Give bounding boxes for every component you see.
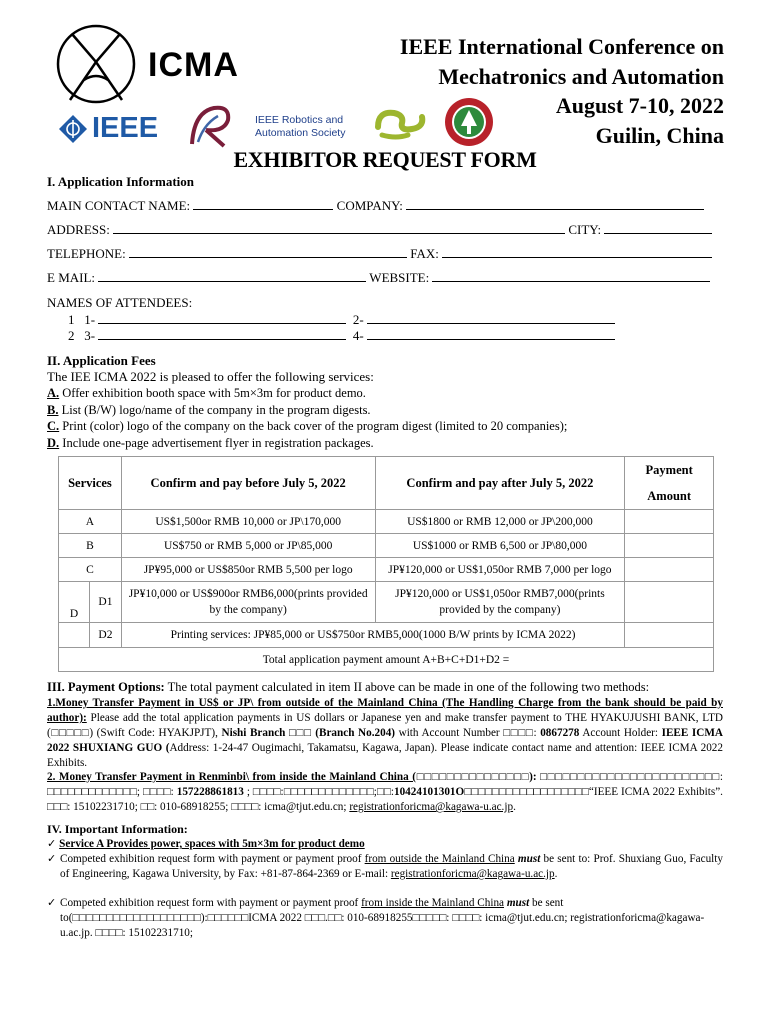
price-after-cell: JP¥120,000 or US$1,050or RMB 7,000 per logo <box>375 558 625 582</box>
service-key: C. <box>47 419 60 433</box>
attendee-2-label: 2- <box>352 312 364 327</box>
payment-amount-cell[interactable] <box>625 510 714 534</box>
email-label: E MAIL: <box>47 270 96 285</box>
conference-location: Guilin, China <box>595 122 724 148</box>
fax-field[interactable] <box>442 246 712 258</box>
option1-text4: : <box>533 727 541 739</box>
option1-garbled3: □□□□ <box>503 727 534 739</box>
section4-heading: IV. Important Information: <box>47 822 188 836</box>
info-item-2-underlined: from outside the Mainland China <box>364 853 515 865</box>
ras-logo-icon <box>184 102 236 150</box>
option2-title-end: ): <box>529 771 537 783</box>
table-row <box>59 623 714 648</box>
website-label: WEBSITE: <box>369 270 430 285</box>
price-before-cell: US$1,500or RMB 10,000 or JP\170,000 <box>121 510 375 534</box>
header-before: Confirm and pay before July 5, 2022 <box>121 457 375 510</box>
email-field[interactable] <box>98 270 366 282</box>
info-item-1 <box>47 837 723 852</box>
service-cell: A <box>59 510 122 534</box>
option2-number1: 157228861813 <box>176 786 244 798</box>
account-holder: IEEE ICMA 2022 SHUXIANG GUO ( <box>47 727 724 754</box>
service-list <box>47 385 567 451</box>
fees-table <box>58 456 714 672</box>
check-icon: ✓ <box>47 853 57 865</box>
table-row <box>59 582 714 623</box>
attendee-4-label: 4- <box>352 328 364 343</box>
service-item-d <box>47 435 567 452</box>
option1-text3: with Account Number <box>395 727 504 739</box>
info-item-3-must: must <box>504 897 530 909</box>
payment-amount-cell[interactable] <box>625 623 714 648</box>
attendee-row-1 <box>68 312 615 328</box>
address-field[interactable] <box>113 222 565 234</box>
conference-title-line1: IEEE International Conference on <box>399 34 724 59</box>
option1-text2: ) (Swift Code: HYAKJPJT), <box>89 727 222 739</box>
table-row <box>59 534 714 558</box>
section2-heading: II. Application Fees <box>47 353 156 368</box>
service-text: Offer exhibition booth space with 5m×3m for product demo. <box>59 386 366 400</box>
option2-garbled-c: □□□□□□□□□□□□□□□□□□ <box>464 786 589 798</box>
ieee-diamond-icon <box>58 114 88 144</box>
company-field[interactable] <box>406 198 704 210</box>
service-cell: B <box>59 534 122 558</box>
option2-garbled-b: ; □□□□:□□□□□□□□□□□□□;□□: <box>243 786 394 798</box>
section3-heading: III. Payment Options: <box>47 680 165 694</box>
city-label: CITY: <box>568 222 602 237</box>
telephone-label: TELEPHONE: <box>47 246 126 261</box>
ras-name-line2: Automation Society <box>255 127 346 139</box>
service-d2-cell <box>59 623 122 648</box>
attendee-row-number: 1 <box>68 312 75 327</box>
icma-logo-text: ICMA <box>148 46 239 84</box>
attendee-3-label: 3- <box>84 328 96 343</box>
account-number: 0867278 <box>540 727 580 739</box>
service-text: Print (color) logo of the company on the back cover of the program digest (limited to 20 companies); <box>59 419 568 433</box>
attendee-2-field[interactable] <box>367 312 615 324</box>
service-d-cell <box>59 582 122 623</box>
payment-amount-cell[interactable] <box>625 582 714 623</box>
address-label: ADDRESS: <box>47 222 110 237</box>
option2-email-link[interactable]: registrationforicma@kagawa-u.ac.jp <box>349 801 514 813</box>
service-key: B. <box>47 402 59 417</box>
service-item-b <box>47 402 567 419</box>
check-icon: ✓ <box>47 838 57 850</box>
option2-title-garbled: □□□□□□□□□□□□□□□ <box>416 771 530 783</box>
option1-text1: Please add the total application payments in US dollars or Japanese yen and make transfer payment to THE HYAKUJUSHI BANK, LTD ( <box>47 712 723 739</box>
payment-option-2 <box>47 770 723 815</box>
attendees-label: NAMES OF ATTENDEES: <box>47 295 193 310</box>
price-after-cell: US$1800 or RMB 12,000 or JP\200,000 <box>375 510 625 534</box>
main-contact-field[interactable] <box>193 198 333 210</box>
option2-contact: “IEEE ICMA 2022 Exhibits”. □□□: 15102231710; □□: 010-68918255; □□□□: icma@tjut.edu.cn; <box>47 786 723 813</box>
header-payment-line1: Payment <box>645 463 693 477</box>
city-field[interactable] <box>604 222 712 234</box>
check-icon: ✓ <box>47 897 57 909</box>
ieee-logo <box>58 112 173 146</box>
conference-dates: August 7-10, 2022 <box>555 93 724 118</box>
table-header-row <box>59 457 714 510</box>
d2-price-cell: Printing services: JP¥85,000 or US$750or RMB5,000(1000 B/W prints by ICMA 2022) <box>121 623 624 648</box>
service-cell: C <box>59 558 122 582</box>
info-item-2 <box>47 852 723 882</box>
info-item-2-email-link[interactable]: registrationforicma@kagawa-u.ac.jp <box>390 868 555 880</box>
attendee-1-label: 1- <box>84 312 96 327</box>
section3-heading-line <box>47 680 649 695</box>
holder-address: Address: 1-24-47 Ougimachi, Takamatsu, Kagawa, Japan). Please indicate contact name and attention: IEEE ICMA 2022 Exhibits. <box>47 742 723 769</box>
fax-label: FAX: <box>410 246 439 261</box>
total-row <box>59 648 714 672</box>
service-text: Include one-page advertisement flyer in registration packages. <box>59 435 374 450</box>
info-item-2-end: . <box>554 868 558 880</box>
info-item-3-text-a: Competed exhibition request form with payment or payment proof <box>60 897 362 909</box>
fees-intro: The IEE ICMA 2022 is pleased to offer the following services: <box>47 369 374 384</box>
info-item-2-text-a: Competed exhibition request form with payment or payment proof <box>60 853 365 865</box>
header-payment-line2: Amount <box>647 489 692 503</box>
attendee-row-number: 2 <box>68 328 75 343</box>
option1-garbled1: □□□□□ <box>50 727 90 739</box>
header-after: Confirm and pay after July 5, 2022 <box>375 457 625 510</box>
option2-number2: 10424101301O <box>393 786 465 798</box>
main-contact-label: MAIN CONTACT NAME: <box>47 198 191 213</box>
ieee-logo-text: IEEE <box>92 112 159 144</box>
attendee-row-2 <box>68 328 615 344</box>
option1-text5: Account Holder: <box>579 727 662 739</box>
telephone-field[interactable] <box>129 246 407 258</box>
payment-amount-cell[interactable] <box>625 558 714 582</box>
conference-title-block <box>300 32 724 150</box>
service-d1-label: D1 <box>89 582 121 622</box>
ras-name-line1: IEEE Robotics and <box>255 114 344 126</box>
service-text: List (B/W) logo/name of the company in the program digests. <box>58 402 371 417</box>
telephone-fax-row <box>47 246 712 262</box>
option2-title: 2. Money Transfer Payment in Renminbi\ from inside the Mainland China ( <box>47 771 416 783</box>
header-payment <box>625 457 714 510</box>
attendee-1-field[interactable] <box>98 312 346 324</box>
table-row <box>59 558 714 582</box>
website-field[interactable] <box>432 270 710 282</box>
service-item-a <box>47 385 567 402</box>
table-row <box>59 510 714 534</box>
icma-logo <box>56 22 256 106</box>
info-item-3-text-b: be sent to(□□□□□□□□□□□□□□□□□□□):□□□□□□ICMA 2022 □□□.□□: 010-68918255□□□□□: □□□□: icma@tjut.edu.cn; registrationforicma@kagawa-u.ac.jp. □□□□: 15102231710; <box>60 897 705 939</box>
option1-garbled2: □□□ <box>285 727 316 739</box>
option2-end: . <box>513 801 516 813</box>
price-after-cell: JP¥120,000 or US$1,050or RMB7,000(prints provided by the company) <box>375 582 625 623</box>
header-services: Services <box>59 457 122 510</box>
service-d-label: D <box>69 608 79 620</box>
attendee-4-field[interactable] <box>367 328 615 340</box>
option2-garbled-a: □□□□□□□□□□□□□□□□□□□□□□□□: □□□□□□□□□□□□□; □□□□: <box>47 771 723 798</box>
conference-title-line2: Mechatronics and Automation <box>438 63 724 89</box>
payment-amount-cell[interactable] <box>625 534 714 558</box>
service-key: A. <box>47 386 60 400</box>
price-before-cell: JP¥10,000 or US$900or RMB6,000(prints provided by the company) <box>121 582 375 623</box>
service-item-c <box>47 418 567 435</box>
info-item-3 <box>47 896 723 941</box>
option1-branch-no: (Branch No.204) <box>315 727 396 739</box>
company-label: COMPANY: <box>336 198 403 213</box>
info-item-1-text: Service A Provides power, spaces with 5m×3m for product demo <box>59 838 365 850</box>
option1-branch: Nishi Branch <box>221 727 286 739</box>
attendee-3-field[interactable] <box>98 328 346 340</box>
email-website-row <box>47 270 710 286</box>
payment-option-1 <box>47 696 723 771</box>
section1-heading: I. Application Information <box>47 174 194 189</box>
total-cell: Total application payment amount A+B+C+D1+D2 = <box>59 648 714 672</box>
service-key: D. <box>47 435 60 450</box>
price-before-cell: JP¥95,000 or US$850or RMB 5,500 per logo <box>121 558 375 582</box>
address-city-row <box>47 222 712 238</box>
price-after-cell: US$1000 or RMB 6,500 or JP\80,000 <box>375 534 625 558</box>
icma-emblem-icon <box>56 22 140 106</box>
price-before-cell: US$750 or RMB 5,000 or JP\85,000 <box>121 534 375 558</box>
service-d2-label: D2 <box>89 623 121 647</box>
contact-company-row <box>47 198 704 214</box>
section3-heading-rest: The total payment calculated in item II above can be made in one of the following two methods: <box>164 680 650 694</box>
info-item-2-must: must <box>514 853 541 865</box>
option1-title: 1.Money Transfer Payment in US$ or JP\ from outside of the Mainland China (The Handling Charge from the bank should be paid by author): <box>47 697 723 724</box>
info-item-3-underlined: from inside the Mainland China <box>361 897 505 909</box>
form-title: EXHIBITOR REQUEST FORM <box>233 147 537 172</box>
info-item-2-text-b: be sent to: Prof. Shuxiang Guo, Faculty of Engineering, Kagawa University, by Fax: +81-87-864-2369 or E-mail: <box>60 853 723 880</box>
